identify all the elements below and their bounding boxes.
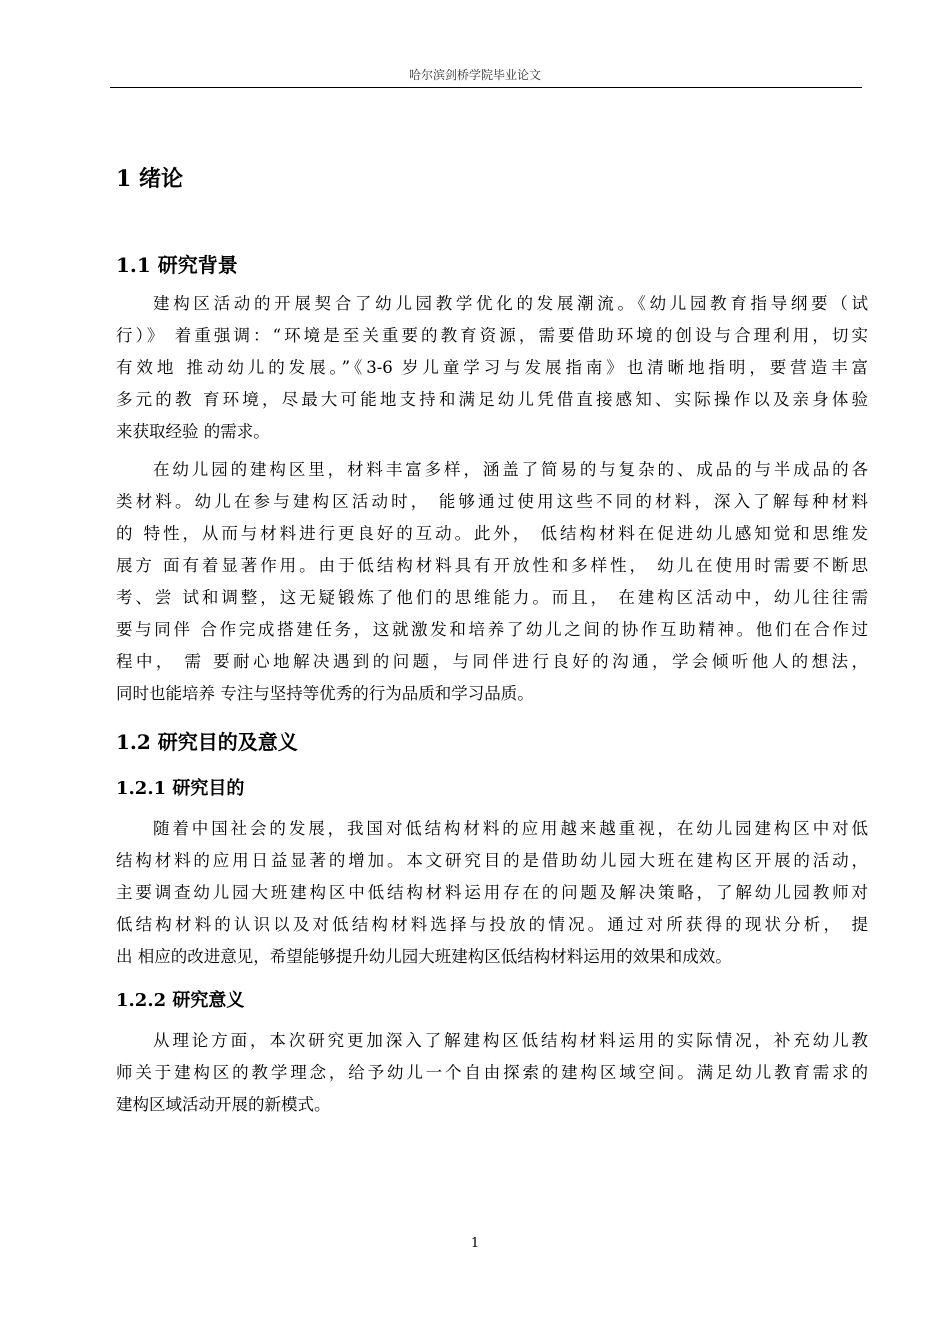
section-heading-background: 1.1 研究背景 [116,253,238,277]
text-line: 师关于建构区的教学理念，给予幼儿一个自由探索的建构区域空间。满足幼儿教育需求的 [116,1063,868,1082]
text-line: 出 相应的改进意见，希望能够提升幼儿园大班建构区低结构材料运用的效果和成效。 [116,947,732,966]
text-line: 有效地 推动幼儿的发展。”《3-6 岁儿童学习与发展指南》也清晰地指明，要营造丰富 [116,358,868,377]
background-paragraph-1 [116,288,868,448]
text-line: 低结构材料的认识以及对低结构材料选择与投放的情况。通过对所获得的现状分析， 提 [116,915,868,934]
text-line: 行）》 着重强调：“环境是至关重要的教育资源，需要借助环境的创设与合理利用，切实 [116,326,868,345]
text-line: 要与同伴 合作完成搭建任务，这就激发和培养了幼儿之间的协作互助精神。他们在合作过 [116,620,868,639]
background-paragraph-2 [116,454,868,710]
purpose-paragraph [116,813,868,973]
text-line: 来获取经验 的需求。 [116,422,270,441]
text-line: 建构区活动的开展契合了幼儿园教学优化的发展潮流。《幼儿园教育指导纲要（试 [153,294,868,313]
text-line: 在幼儿园的建构区里，材料丰富多样，涵盖了简易的与复杂的、成品的与半成品的各 [153,460,868,479]
text-line: 展方 面有着显著作用。由于低结构材料具有开放性和多样性， 幼儿在使用时需要不断思 [116,556,868,575]
section-heading-purpose-significance: 1.2 研究目的及意义 [116,730,298,754]
text-line: 建构区域活动开展的新模式。 [116,1095,331,1114]
text-line: 从理论方面，本次研究更加深入了解建构区低结构材料运用的实际情况，补充幼儿教 [153,1031,868,1050]
text-line: 类材料。幼儿在参与建构区活动时， 能够通过使用这些不同的材料，深入了解每种材料 [116,492,868,511]
running-header: 哈尔滨剑桥学院毕业论文 [408,68,541,82]
subsection-heading-purpose: 1.2.1 研究目的 [116,778,245,799]
page-number: 1 [470,1236,480,1251]
text-line: 随着中国社会的发展，我国对低结构材料的应用越来越重视，在幼儿园建构区中对低 [153,819,868,838]
subsection-heading-significance: 1.2.2 研究意义 [116,990,245,1011]
significance-paragraph [116,1025,868,1121]
text-line: 考、尝 试和调整，这无疑锻炼了他们的思维能力。而且， 在建构区活动中，幼儿往往需 [116,588,868,607]
text-line: 主要调查幼儿园大班建构区中低结构材料运用存在的问题及解决策略，了解幼儿园教师对 [116,883,868,902]
text-line: 程中， 需 要耐心地解决遇到的问题，与同伴进行良好的沟通，学会倾听他人的想法， [116,652,868,671]
text-line: 多元的教 育环境，尽最大可能地支持和满足幼儿凭借直接感知、实际操作以及亲身体验 [116,390,868,409]
chapter-title: 1 绪论 [116,166,183,192]
text-line: 的 特性，从而与材料进行更良好的互动。此外， 低结构材料在促进幼儿感知觉和思维发 [116,524,868,543]
text-line: 结构材料的应用日益显著的增加。本文研究目的是借助幼儿园大班在建构区开展的活动， [116,851,868,870]
header-divider [110,87,862,88]
text-line: 同时也能培养 专注与坚持等优秀的行为品质和学习品质。 [116,684,534,703]
